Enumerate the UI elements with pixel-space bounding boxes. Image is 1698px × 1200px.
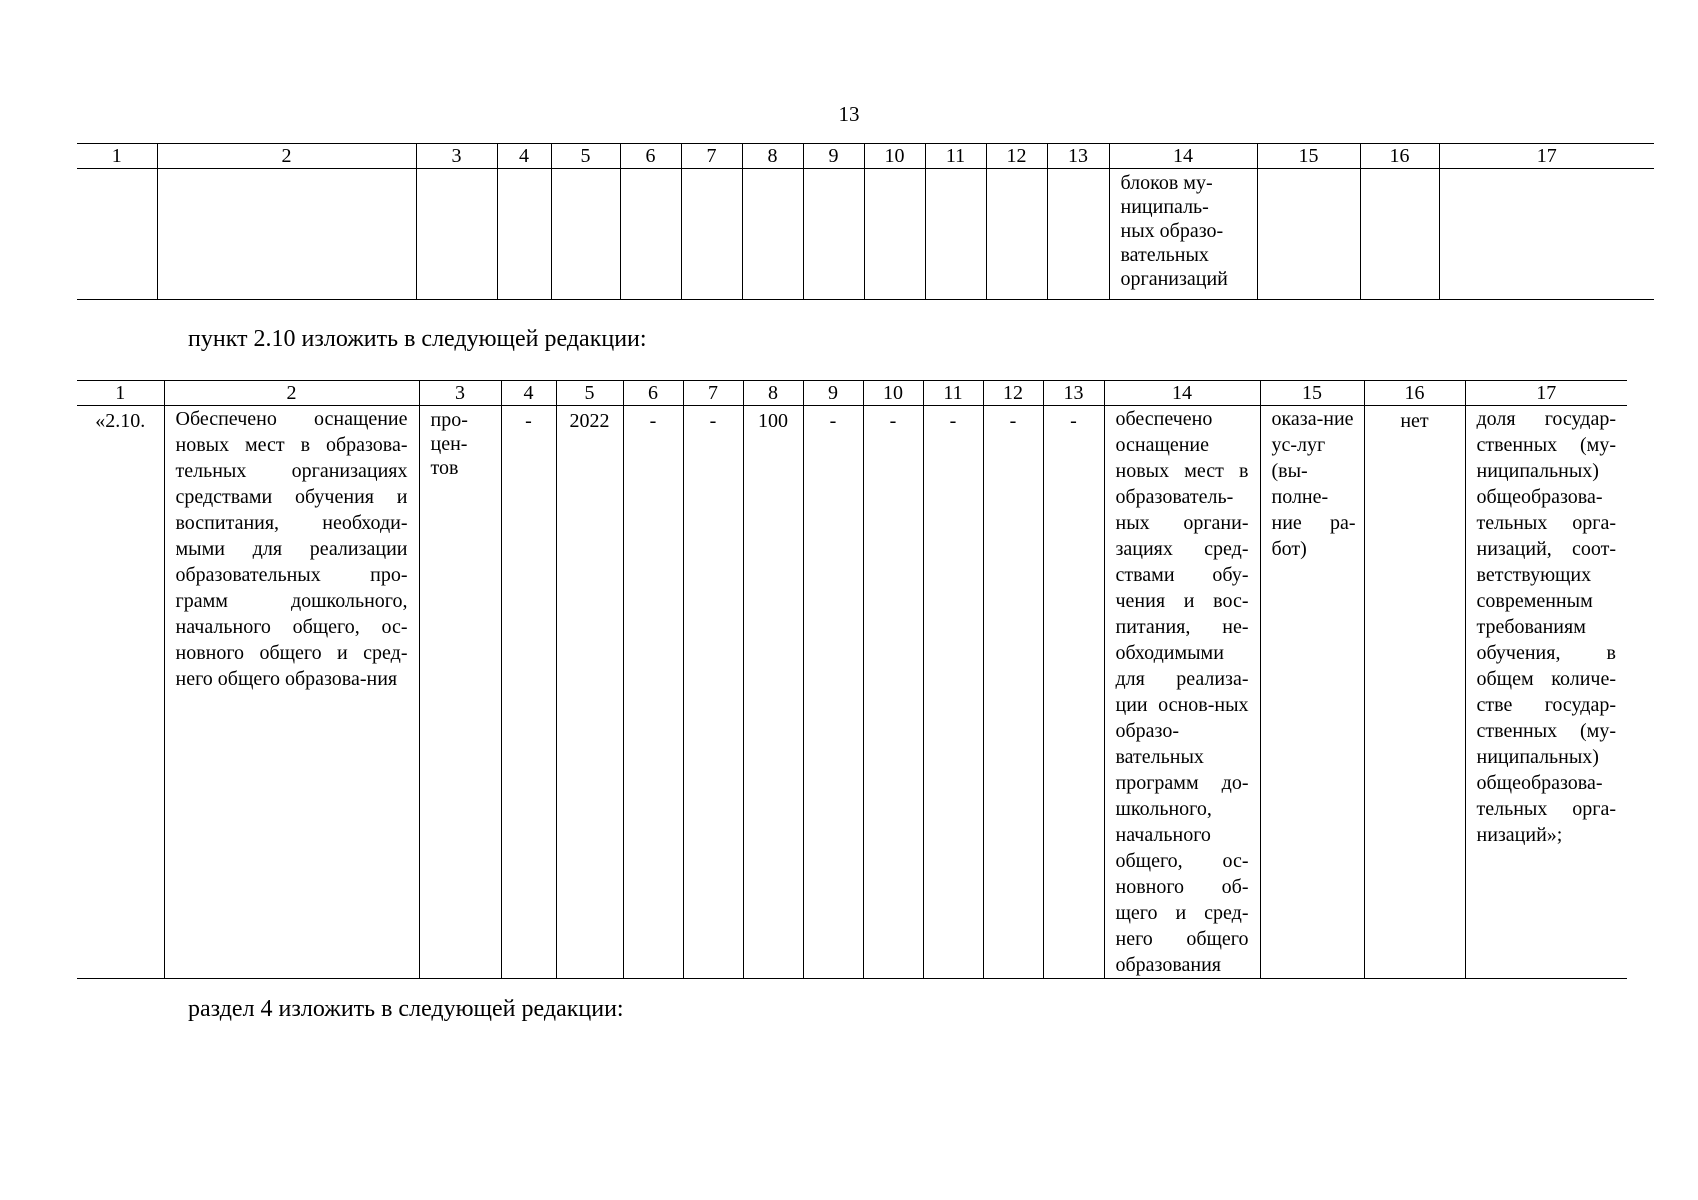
column-header-7: 7 [683, 381, 743, 406]
table-cell-col-9: - [803, 406, 863, 979]
table-cell-col-13: - [1043, 406, 1104, 979]
column-header-6: 6 [620, 144, 681, 169]
column-header-9: 9 [803, 381, 863, 406]
column-header-1: 1 [77, 144, 157, 169]
table-cell-col-11: - [923, 406, 983, 979]
column-header-14: 14 [1104, 381, 1260, 406]
column-header-17: 17 [1439, 144, 1654, 169]
column-header-6: 6 [623, 381, 683, 406]
column-header-8: 8 [742, 144, 803, 169]
table-cell-col-15 [1257, 169, 1360, 300]
table-header-row [77, 381, 1627, 406]
table-cell-col-3 [416, 169, 497, 300]
column-header-10: 10 [864, 144, 925, 169]
table-cell-col-10 [864, 169, 925, 300]
table-cell-col-17: доля государ-ственных (му-ниципальных) общеобразова-тельных орга-низаций, соот-ветствующих современным требованиям обучения, в общем количе-стве государ-ственных (му-ниципальных) общеобразова-тельных орга-низаций»; [1465, 406, 1627, 979]
instruction-paragraph-2-10: пункт 2.10 изложить в следующей редакции: [188, 326, 647, 352]
table-cell-col-10: - [863, 406, 923, 979]
column-header-17: 17 [1465, 381, 1627, 406]
table-cell-col-8: 100 [743, 406, 803, 979]
column-header-16: 16 [1360, 144, 1439, 169]
column-header-11: 11 [923, 381, 983, 406]
table-cell-col-12 [986, 169, 1047, 300]
table-cell-col-14: обеспечено оснащение новых мест в образователь-ных органи-зациях сред-ствами обу-чения и вос-питания, не-обходимыми для реализа-ции основ-ных образо-вательных программ до-школьного, начального общего, ос-новного об-щего и сред-него общего образования [1104, 406, 1260, 979]
table-cell-col-12: - [983, 406, 1043, 979]
column-header-2: 2 [157, 144, 416, 169]
column-header-13: 13 [1043, 381, 1104, 406]
table-cell-col-16: нет [1364, 406, 1465, 979]
table-cell-col-6: - [623, 406, 683, 979]
column-header-5: 5 [551, 144, 620, 169]
table-cell-col-8 [742, 169, 803, 300]
table-cell-col-13 [1047, 169, 1109, 300]
column-header-11: 11 [925, 144, 986, 169]
table-header-row [77, 144, 1654, 169]
column-header-9: 9 [803, 144, 864, 169]
column-header-15: 15 [1260, 381, 1364, 406]
table-cell-col-16 [1360, 169, 1439, 300]
table-cell-col-1 [77, 169, 157, 300]
continuation-table [77, 143, 1654, 300]
column-header-4: 4 [501, 381, 556, 406]
table-cell-col-3: про- цен- тов [419, 406, 501, 979]
column-header-7: 7 [681, 144, 742, 169]
column-header-1: 1 [77, 381, 164, 406]
table-cell-col-7: - [683, 406, 743, 979]
column-header-15: 15 [1257, 144, 1360, 169]
table-cell-col-7 [681, 169, 742, 300]
table-cell-col-14: блоков му- ниципаль- ных образо- вательных организаций [1109, 169, 1257, 300]
column-header-5: 5 [556, 381, 623, 406]
column-header-8: 8 [743, 381, 803, 406]
page-number: 13 [838, 102, 860, 126]
column-header-12: 12 [983, 381, 1043, 406]
table-cell-col-5: 2022 [556, 406, 623, 979]
table-cell-col-4 [497, 169, 551, 300]
item-2-10-table [77, 380, 1627, 979]
column-header-3: 3 [416, 144, 497, 169]
table-cell-col-4: - [501, 406, 556, 979]
column-header-4: 4 [497, 144, 551, 169]
table-row [77, 169, 1654, 300]
instruction-paragraph-section-4: раздел 4 изложить в следующей редакции: [188, 996, 624, 1022]
table-cell-col-1: «2.10. [77, 406, 164, 979]
table-cell-col-6 [620, 169, 681, 300]
table-cell-col-15: оказа-ние ус-луг (вы-полне-ние ра-бот) [1260, 406, 1364, 979]
table-cell-col-5 [551, 169, 620, 300]
column-header-13: 13 [1047, 144, 1109, 169]
column-header-14: 14 [1109, 144, 1257, 169]
column-header-10: 10 [863, 381, 923, 406]
column-header-16: 16 [1364, 381, 1465, 406]
column-header-12: 12 [986, 144, 1047, 169]
table-cell-col-17 [1439, 169, 1654, 300]
table-cell-col-2: Обеспечено оснащение новых мест в образова-тельных организациях средствами обучения и воспитания, необходи-мыми для реализации образовательных про-грамм дошкольного, начального общего, ос-новного общего и сред-него общего образова-ния [164, 406, 419, 979]
table-cell-col-2 [157, 169, 416, 300]
table-cell-col-9 [803, 169, 864, 300]
column-header-3: 3 [419, 381, 501, 406]
column-header-2: 2 [164, 381, 419, 406]
table-cell-col-11 [925, 169, 986, 300]
table-row [77, 406, 1627, 979]
